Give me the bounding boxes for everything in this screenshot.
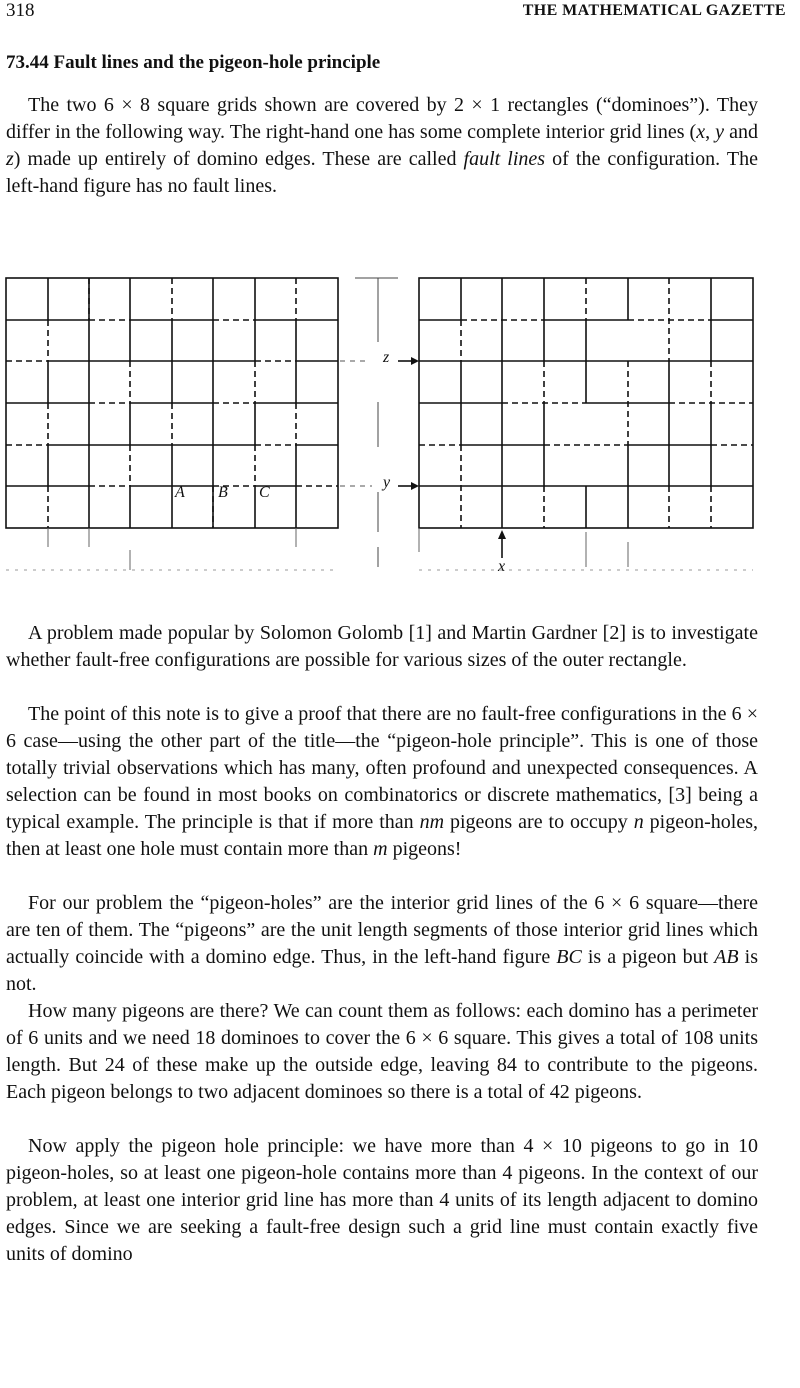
label-b: B — [218, 484, 228, 501]
label-x: x — [498, 558, 506, 575]
y-arrowhead — [411, 482, 419, 490]
paragraph-golomb: A problem made popular by Solomon Golomb [1] and Martin Gardner [2] is to investigate whether fault-free configurations are possible for various sizes of the outer rectangle. — [6, 622, 758, 671]
label-c: C — [259, 484, 270, 501]
paragraph-purpose: The point of this note is to give a proof that there are no fault-free configurations in the 6 × 6 case—using the other part of the title—the “pigeon-hole principle”. This is one of those totally trivial observations which has many, often profound and unexpected consequences. A selection can be found in most books on combinatorics or discrete mathematics, [3] being a typical example. The principle is that if more than nm pigeons are to occupy n pigeon-holes, then at least one hole must contain more than m pigeons! — [6, 703, 758, 860]
domino-grids-figure — [0, 262, 800, 582]
x-arrowhead — [498, 530, 506, 539]
label-y: y — [383, 474, 391, 491]
z-arrowhead — [411, 357, 419, 365]
note-title: 73.44 Fault lines and the pigeon-hole principle — [6, 52, 381, 73]
page-number: 318 — [6, 0, 35, 21]
page-header — [6, 0, 786, 26]
paragraph-pigeon-holes: For our problem the “pigeon-holes” are the interior grid lines of the 6 × 6 square—there are ten of them. The “pigeons” are the unit length segments of those interior grid lines which actually coincide with a domino edge. Thus, in the left-hand figure BC is a pigeon but AB is not. — [6, 892, 758, 995]
label-a: A — [175, 484, 185, 501]
label-z: z — [383, 349, 390, 366]
paragraph-counting: How many pigeons are there? We can count them as follows: each domino has a perimeter of 6 units and we need 18 dominoes to cover the 6 × 6 square. This gives a total of 108 units length. But 24 of these make up the outside edge, leaving 84 to contribute to the pigeons. Each pigeon belongs to two adjacent dominoes so there is a total of 42 pigeons. — [6, 1000, 758, 1103]
running-title: THE MATHEMATICAL GAZETTE — [522, 2, 786, 19]
domino-grids-svg — [0, 262, 800, 582]
paragraph-apply-principle: Now apply the pigeon hole principle: we have more than 4 × 10 pigeons to go in 10 pigeon-holes, so at least one pigeon-hole contains more than 4 pigeons. In the context of our problem, at least one interior grid line has more than 4 units of its length adjacent to domino edges. Since we are seeking a fault-free design such a grid line must contain exactly five units of domino — [6, 1135, 758, 1265]
intro-paragraph: The two 6 × 8 square grids shown are covered by 2 × 1 rectangles (“dominoes”). They differ in the following way. The right-hand one has some complete interior grid lines (x, y and z) made up entirely of domino edges. These are called fault lines of the configuration. The left-hand figure has no fault lines. — [6, 94, 758, 197]
